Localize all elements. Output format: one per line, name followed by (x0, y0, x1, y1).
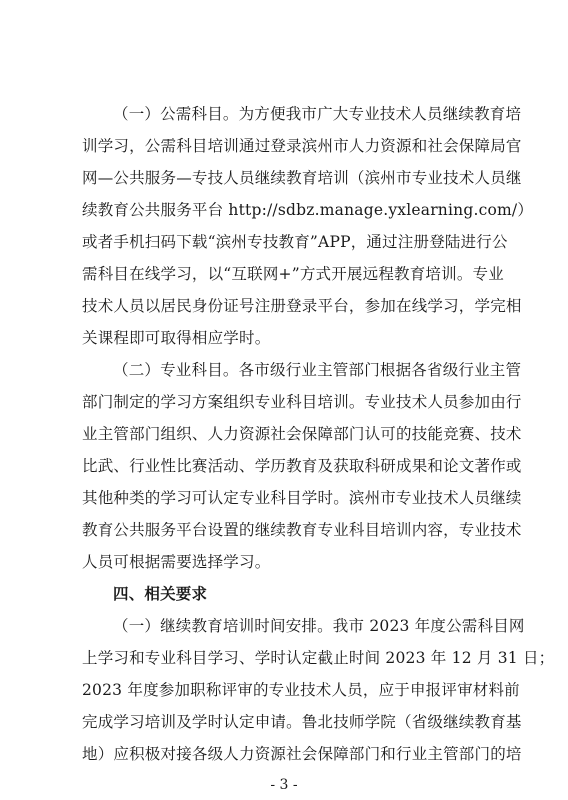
paragraph-line: （二）专业科目。各市级行业主管部门根据各省级行业主管 (113, 361, 522, 379)
paragraph-line: 上学习和专业科目学习、学时认定截止时间 2023 年 12 月 31 日； (82, 649, 555, 667)
paragraph-line: 比武、行业性比赛活动、学历教育及获取科研成果和论文著作或 (82, 457, 522, 475)
paragraph-line: 部门制定的学习方案组织专业科目培训。专业技术人员参加由行 (82, 393, 522, 411)
paragraph-line: 人员可根据需要选择学习。 (82, 553, 271, 571)
paragraph-line: 训学习，公需科目培训通过登录滨州市人力资源和社会保障局官 (82, 137, 522, 155)
paragraph-line: （一）继续教育培训时间安排。我市 2023 年度公需科目网 (113, 617, 525, 635)
paragraph-line: 续教育公共服务平台 http://sdbz.manage.yxlearning.com/） (82, 201, 534, 219)
paragraph-line: 技术人员以居民身份证号注册登录平台，参加在线学习，学完相 (82, 297, 522, 315)
paragraph-line: 地）应积极对接各级人力资源社会保障部门和行业主管部门的培 (82, 745, 522, 763)
paragraph-line: 2023 年度参加职称评审的专业技术人员，应于申报评审材料前 (82, 681, 520, 699)
paragraph-line: 需科目在线学习，以“互联网+”方式开展远程教育培训。专业 (82, 265, 504, 283)
paragraph-line: 其他种类的学习可认定专业科目学时。滨州市专业技术人员继续 (82, 489, 522, 507)
paragraph-line: 或者手机扫码下载“滨州专技教育”APP，通过注册登陆进行公 (82, 233, 508, 251)
paragraph-line: 网—公共服务—专技人员继续教育培训（滨州市专业技术人员继 (82, 169, 522, 187)
paragraph-line: 教育公共服务平台设置的继续教育专业科目培训内容，专业技术 (82, 521, 522, 539)
paragraph-line: 关课程即可取得相应学时。 (82, 329, 271, 347)
paragraph-line: 业主管部门组织、人力资源社会保障部门认可的技能竞赛、技术 (82, 425, 522, 443)
section-heading: 四、相关要求 (113, 584, 208, 603)
paragraph-line: 完成学习培训及学时认定申请。鲁北技师学院（省级继续教育基 (82, 713, 522, 731)
page-number: - 3 - (270, 777, 298, 793)
paragraph-line: （一）公需科目。为方便我市广大专业技术人员继续教育培 (113, 105, 522, 123)
